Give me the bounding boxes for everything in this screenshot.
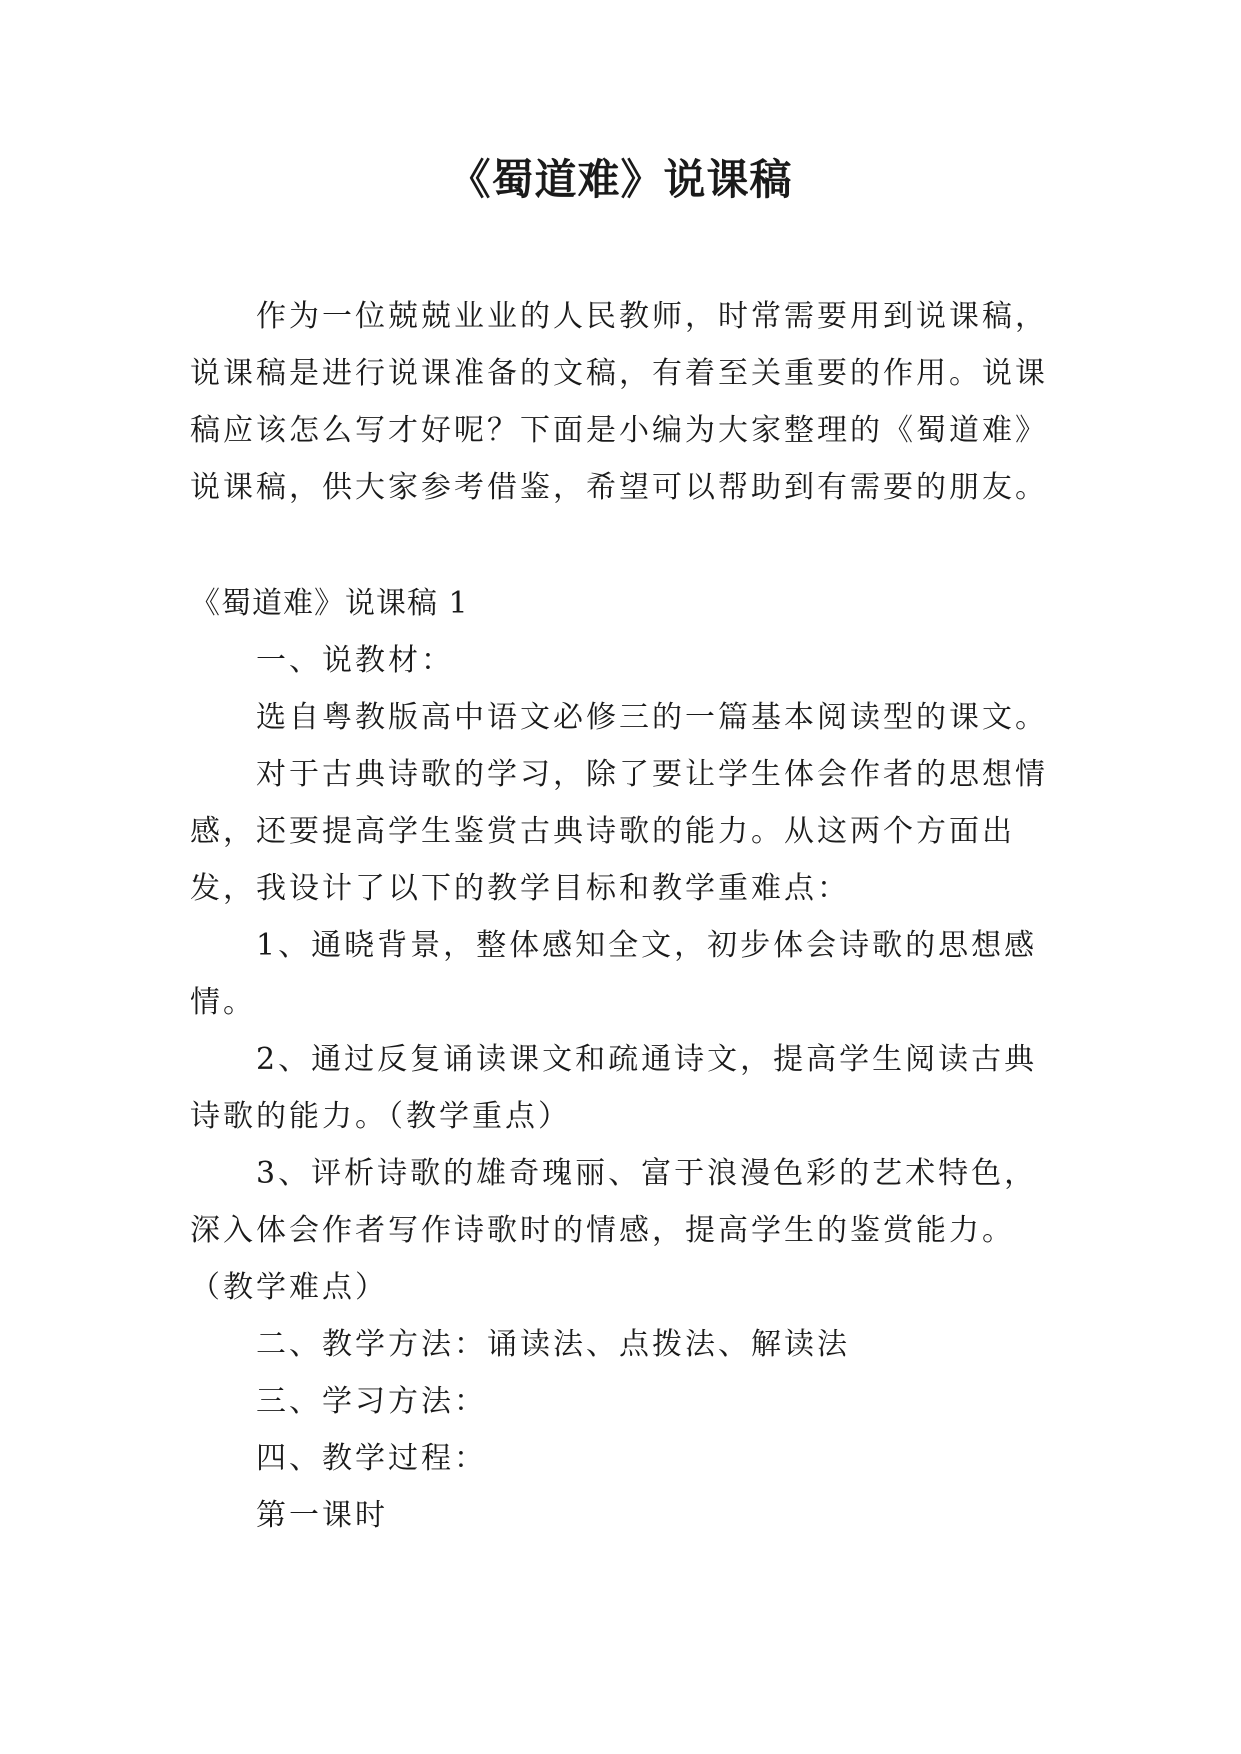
document-body xyxy=(190,575,1050,1544)
paragraph-teaching-methods: 二、教学方法：诵读法、点拨法、解读法 xyxy=(256,1327,850,1362)
section-heading: 《蜀道难》说课稿 1 xyxy=(190,586,469,621)
page-title: 《蜀道难》说课稿 xyxy=(448,155,793,204)
paragraph-first-lesson: 第一课时 xyxy=(256,1498,388,1533)
intro-paragraph: 作为一位兢兢业业的人民教师，时常需要用到说课稿，说课稿是进行说课准备的文稿，有着至关重要的作用。说课稿应该怎么写才好呢？下面是小编为大家整理的《蜀道难》说课稿，供大家参考借鉴，希望可以帮助到有需要的朋友。 xyxy=(190,299,1048,505)
paragraph-textbook-heading: 一、说教材： xyxy=(256,643,454,678)
paragraph-teaching-process: 四、教学过程： xyxy=(256,1441,487,1476)
paragraph-objective-1: 1、通晓背景，整体感知全文，初步体会诗歌的思想感情。 xyxy=(190,928,1038,1020)
paragraph-objective-3: 3、评析诗歌的雄奇瑰丽、富于浪漫色彩的艺术特色，深入体会作者写作诗歌时的情感，提高学生的鉴赏能力。（教学难点） xyxy=(190,1156,1038,1305)
paragraph-objectives-intro: 对于古典诗歌的学习，除了要让学生体会作者的思想情感，还要提高学生鉴赏古典诗歌的能力。从这两个方面出发，我设计了以下的教学目标和教学重难点： xyxy=(190,757,1048,906)
paragraph-learning-methods: 三、学习方法： xyxy=(256,1384,487,1419)
paragraph-source: 选自粤教版高中语文必修三的一篇基本阅读型的课文。 xyxy=(256,700,1048,735)
paragraph-objective-2: 2、通过反复诵读课文和疏通诗文，提高学生阅读古典诗歌的能力。（教学重点） xyxy=(190,1042,1038,1134)
